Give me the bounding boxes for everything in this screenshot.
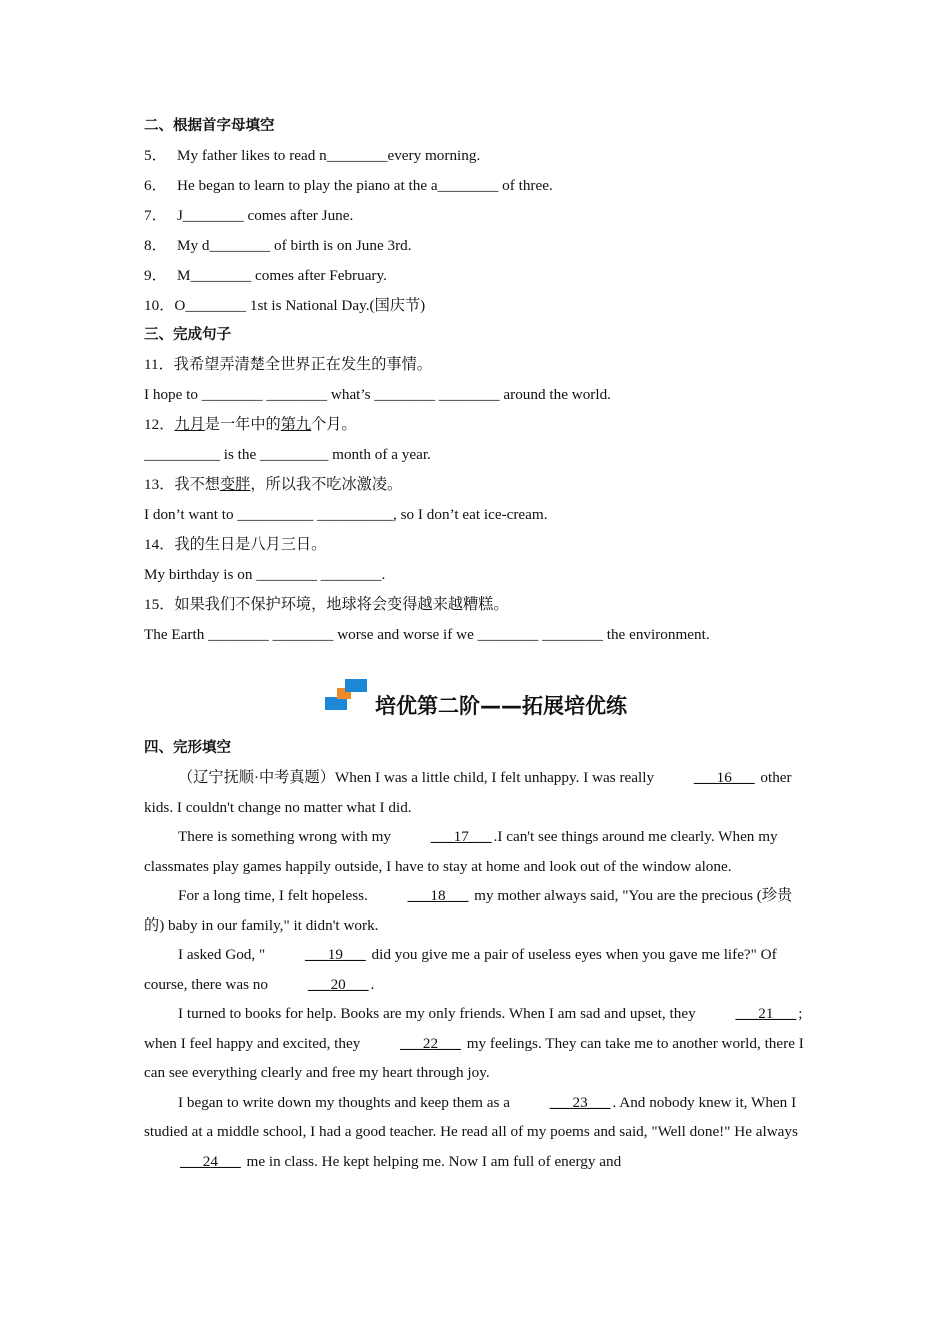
question-15-cn: 15．如果我们不保护环境，地球将会变得越来越糟糕。 <box>144 596 509 613</box>
section-heading: 三、完成句子 <box>144 327 231 343</box>
content <box>144 112 808 1176</box>
cloze-paragraph-3: For a long time, I felt hopeless. ___18___ my mother always said, "You are the precious (珍贵的) baby in our family," it didn't work. <box>144 881 808 940</box>
question-14-cn: 14．我的生日是八月三日。 <box>144 536 327 553</box>
section-heading: 二、根据首字母填空 <box>144 118 275 134</box>
blank-19: ___19___ <box>304 946 366 963</box>
question-11-en: I hope to ________ ________ what’s ________ ________ around the world. <box>144 386 611 403</box>
blank-22: ___22___ <box>400 1034 461 1052</box>
question-13-en: I don’t want to __________ __________, so I don’t eat ice-cream. <box>144 506 548 523</box>
question-9: 9． M________ comes after February. <box>144 267 387 284</box>
question-12-cn: 12．九月是一年中的第九个月。 <box>144 416 357 433</box>
blank-18: ___18___ <box>407 887 469 904</box>
question-6: 6． He began to learn to play the piano at the a________ of three. <box>144 177 553 194</box>
banner-title: 培优第二阶——拓展培优练 <box>375 694 627 718</box>
question-7: 7． J________ comes after June. <box>144 207 354 224</box>
blank-16: ___16___ <box>693 769 755 786</box>
question-14-en: My birthday is on ________ ________. <box>144 566 386 583</box>
question-13-cn: 13．我不想变胖，所以我不吃冰激凌。 <box>144 476 403 493</box>
blank-20: ___20___ <box>307 975 369 993</box>
cloze-paragraph-5: I turned to books for help. Books are my only friends. When I am sad and upset, they ___21___ ; when I feel happy and excited, they ___22___ my feelings. They can take me to another world, there I can see everything clearly and free my heart through joy. <box>144 999 808 1088</box>
blank-23: ___23___ <box>549 1093 611 1111</box>
question-12-en: __________ is the _________ month of a year. <box>144 446 431 463</box>
question-11-cn: 11．我希望弄清楚全世界正在发生的事情。 <box>144 356 432 373</box>
cloze-paragraph-2: There is something wrong with my ___17___ .I can't see things around me clearly. When my classmates play games happily outside, I have to stay at home and look out of the window alone. <box>144 822 808 881</box>
question-8: 8． My d________ of birth is on June 3rd. <box>144 237 412 254</box>
question-10: 10．O________ 1st is National Day.(国庆节) <box>144 297 426 314</box>
cloze-paragraph-1: （辽宁抚顺·中考真题）When I was a little child, I felt unhappy. I was really ___16___ other kids. I couldn't change no matter what I did. <box>144 763 808 822</box>
blank-21: ___21___ <box>735 1005 797 1022</box>
question-15-en: The Earth ________ ________ worse and worse if we ________ ________ the environment. <box>144 626 710 643</box>
section-banner <box>144 664 808 734</box>
blank-24: ___24___ <box>180 1152 241 1170</box>
cloze-paragraph-4: I asked God, " ___19___ did you give me a pair of useless eyes when you gave me life?" Of course, there was no ___20___ . <box>144 940 808 999</box>
blocks-logo-icon <box>325 679 369 715</box>
blank-17: ___17___ <box>430 828 492 845</box>
cloze-paragraph-6: I began to write down my thoughts and keep them as a ___23___ . And nobody knew it, When I studied at a middle school, I had a good teacher. He read all of my poems and said, "Well done!" He always ___24___ me in class. He kept helping me. Now I am full of energy and <box>144 1088 808 1177</box>
section-heading: 四、完形填空 <box>144 740 231 756</box>
question-5: 5． My father likes to read n________every morning. <box>144 147 481 164</box>
